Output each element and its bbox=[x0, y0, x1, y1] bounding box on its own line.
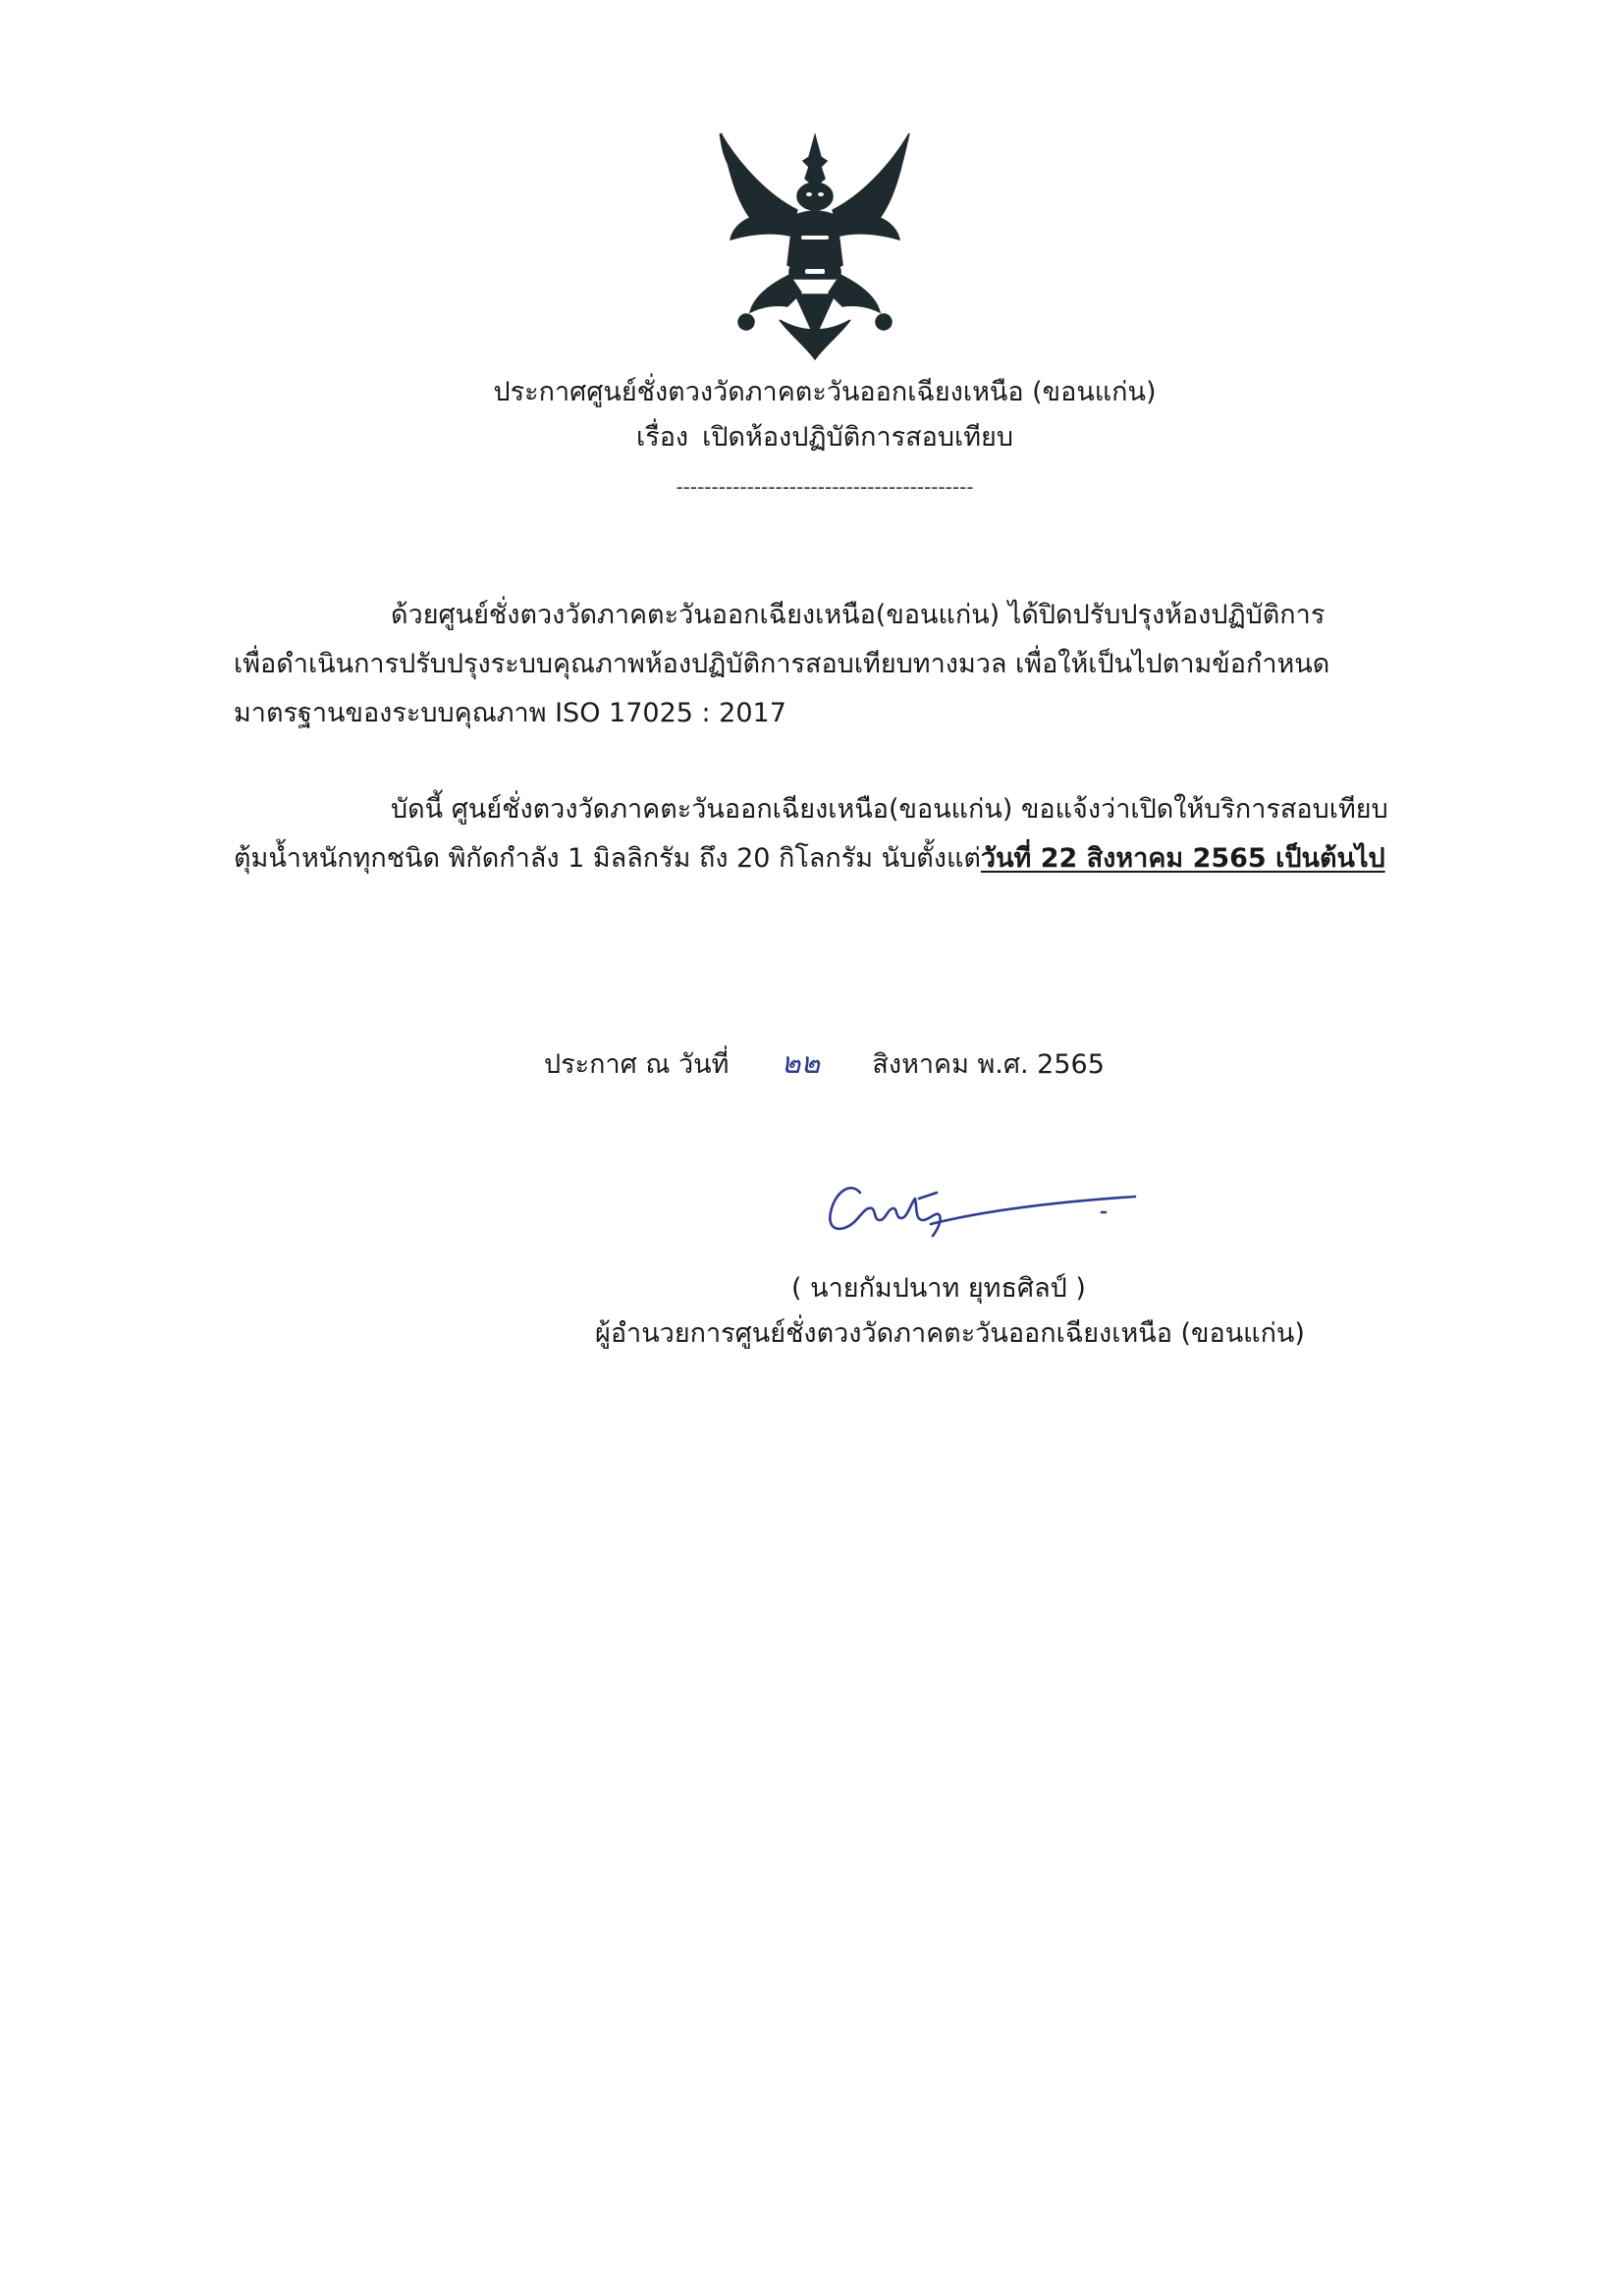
paragraph-line bbox=[234, 834, 1451, 883]
paragraph-text: ตุ้มน้ำหนักทุกชนิด พิกัดกำลัง 1 มิลลิกรัม ถึง 20 กิโลกรัม นับตั้งแต่ bbox=[234, 843, 981, 874]
date-suffix: สิงหาคม พ.ศ. 2565 bbox=[872, 1049, 1105, 1080]
subject-text: เปิดห้องปฏิบัติการสอบเทียบ bbox=[702, 422, 1013, 453]
announcement-date bbox=[544, 1041, 1105, 1087]
paragraph-line: มาตรฐานของระบบคุณภาพ ISO 17025 : 2017 bbox=[234, 698, 786, 728]
handwritten-signature bbox=[821, 1163, 1155, 1252]
signatory-title: ผู้อำนวยการศูนย์ชั่งตวงวัดภาคตะวันออกเฉียงเหนือ (ขอนแก่น) bbox=[595, 1318, 1305, 1349]
paragraph-2 bbox=[234, 785, 1451, 883]
paragraph-line: บัดนี้ ศูนย์ชั่งตวงวัดภาคตะวันออกเฉียงเหนือ(ขอนแก่น) ขอแจ้งว่าเปิดให้บริการสอบเทียบ bbox=[391, 794, 1388, 825]
announcement-title: ประกาศศูนย์ชั่งตวงวัดภาคตะวันออกเฉียงเหนือ (ขอนแก่น) bbox=[493, 377, 1157, 407]
paragraph-line: เพื่อดำเนินการปรับปรุงระบบคุณภาพห้องปฏิบัติการสอบเทียบทางมวล เพื่อให้เป็นไปตามข้อกำหนด bbox=[234, 649, 1330, 679]
title-divider: ------------------------------------------ bbox=[676, 475, 974, 499]
paragraph-line: ด้วยศูนย์ชั่งตวงวัดภาคตะวันออกเฉียงเหนือ(ขอนแก่น) ได้ปิดปรับปรุงห้องปฏิบัติการ bbox=[391, 600, 1326, 630]
date-prefix: ประกาศ ณ วันที่ bbox=[544, 1049, 730, 1080]
announcement-subject bbox=[295, 424, 1355, 451]
handwritten-day: ๒๒ bbox=[781, 1046, 821, 1081]
garuda-emblem bbox=[711, 128, 919, 363]
subject-label: เรื่อง bbox=[635, 422, 689, 453]
signatory-name: ( นายกัมปนาท ยุทธศิลป์ ) bbox=[791, 1273, 1086, 1304]
effective-date: วันที่ 22 สิงหาคม 2565 เป็นต้นไป bbox=[980, 843, 1385, 874]
paragraph-1 bbox=[234, 591, 1451, 738]
